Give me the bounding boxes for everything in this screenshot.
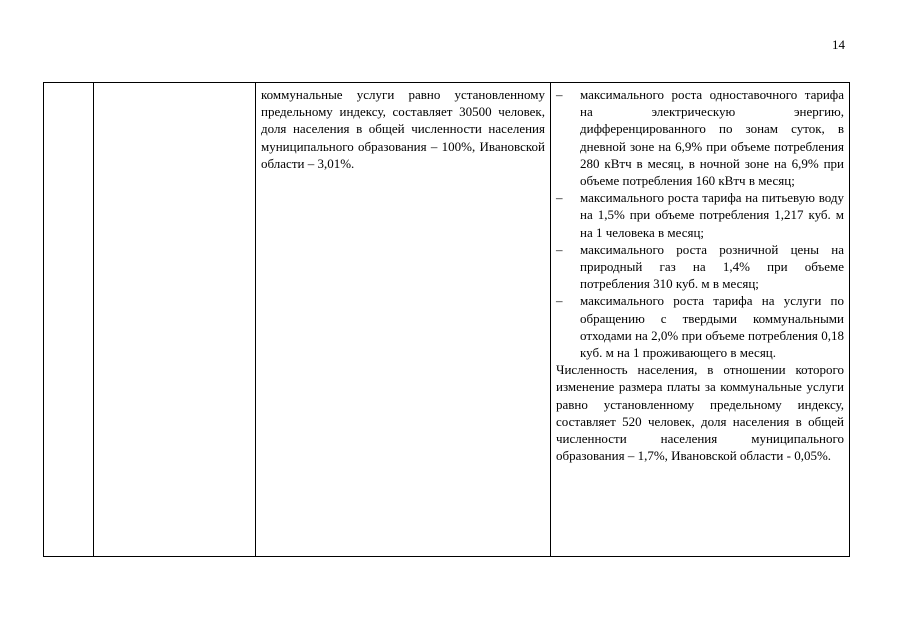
list-item: [556, 241, 844, 293]
document-table: [43, 82, 850, 557]
list-dash: –: [556, 241, 563, 257]
table-cell-2: [94, 83, 256, 557]
list-item: [556, 86, 844, 189]
list-item: [556, 292, 844, 361]
list-item-text: максимального роста розничной цены на природный газ на 1,4% при объеме потребления 310 куб. м в месяц;: [580, 241, 844, 292]
population-paragraph: Численность населения, в отношении которого изменение размера платы за коммунальные услуги равно установленному предельному индексу, составляет 520 человек, доля населения в общей численности населения муниципального образования – 1,7%, Ивановской области - 0,05%.: [556, 362, 844, 464]
list-dash: –: [556, 190, 563, 206]
list-dash: –: [556, 293, 563, 309]
table-cell-1: [44, 83, 94, 557]
tariff-growth-list: [556, 86, 844, 361]
list-item-text: максимального роста тарифа на услуги по обращению с твердыми коммунальными отходами на 2,0% при объеме потребления 0,18 куб. м на 1 проживающего в месяц.: [580, 293, 844, 361]
table-cell-4: [551, 83, 850, 557]
list-dash: –: [556, 87, 563, 102]
list-item-text: максимального роста одноставочного тарифа на электрическую энергию, дифференцированного по зонам суток, в дневной зоне на 6,9% при объеме потребления 280 кВтч в месяц, в ночной зоне на 6,9% при объеме потребления 160 кВтч в месяц;: [580, 87, 844, 189]
page-number: 14: [832, 37, 845, 52]
table-cell-3: [256, 83, 551, 557]
list-item: [556, 189, 844, 241]
population-text-municipal: коммунальные услуги равно установленному предельному индексу, составляет 30500 человек, доля населения в общей численности населения муниципального образования – 100%, Ивановской области – 3,01%.: [261, 87, 545, 171]
table-row: [44, 83, 850, 557]
list-item-text: максимального роста тарифа на питьевую воду на 1,5% при объеме потребления 1,217 куб. м на 1 человека в месяц;: [580, 190, 844, 240]
